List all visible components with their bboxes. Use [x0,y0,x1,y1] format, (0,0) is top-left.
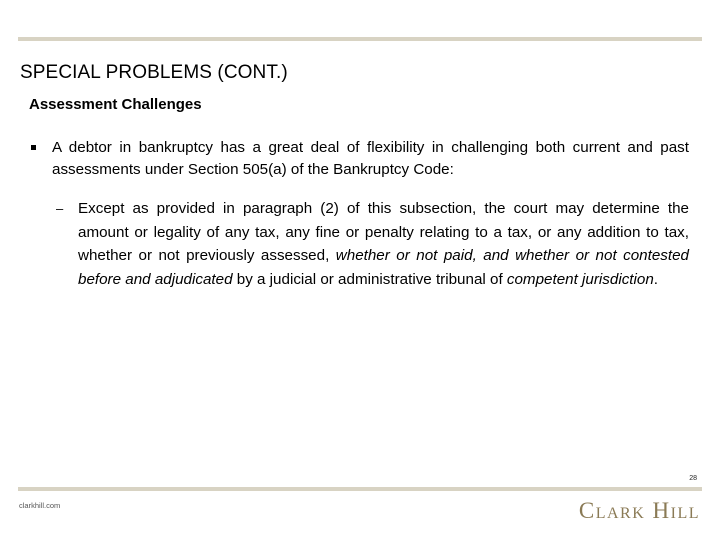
bottom-divider [18,487,702,491]
footer-website: clarkhill.com [19,501,61,510]
bullet-text: A debtor in bankruptcy has a great deal of flexibility in challenging both current and past assessments under Section 505(a) of the Bankruptcy Code: [52,139,689,178]
quote-text-part1: Except as provided in paragraph (2) of this subsection, the court may determine the amount or legality of any tax, any fine or penalty relating to a tax, or any addition to tax, whether or not previously assessed, [78,200,689,265]
quote-italic-jurisdiction: competent jurisdiction [506,270,654,288]
slide-title: SPECIAL PROBLEMS (CONT.) [20,62,288,83]
quote-italic-phrase: whether or not paid, and whether or not contested before and adjudicated [78,247,689,288]
clark-hill-logo: Clark Hill [578,498,700,523]
slide-subtitle: Assessment Challenges [29,96,202,113]
dash-marker: – [56,201,64,216]
quote-text-part3: . [653,270,659,288]
statute-quote [78,197,689,291]
bullet-square-icon [31,145,36,150]
page-number: 28 [689,475,697,482]
quote-text-part2: by a judicial or administrative tribunal of [232,270,507,288]
top-divider [18,37,702,41]
